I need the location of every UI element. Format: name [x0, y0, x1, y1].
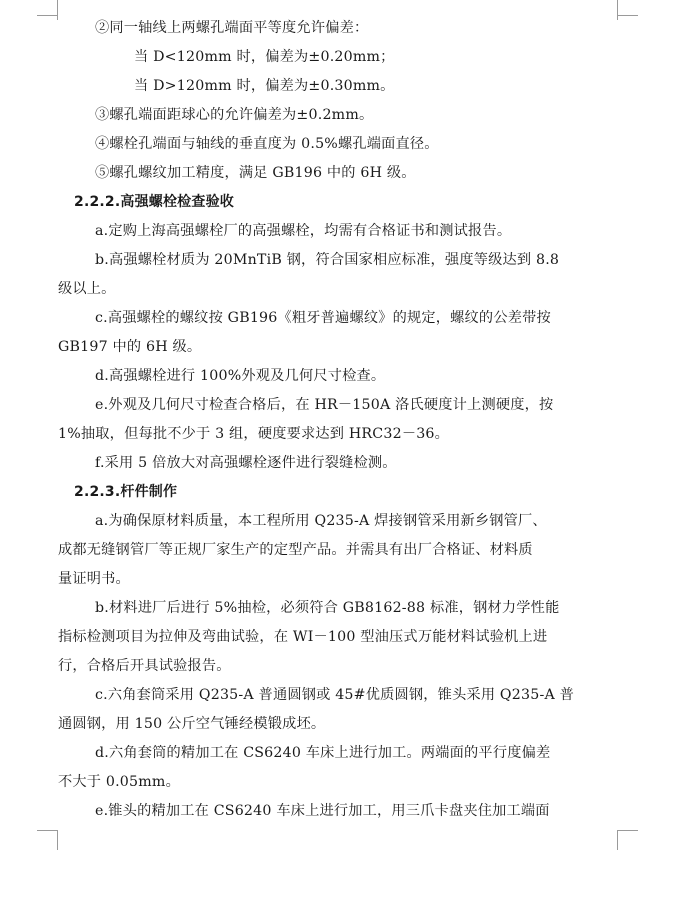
paragraph-d-line-1: d.高强螺栓进行 100%外观及几何尺寸检查。	[95, 368, 386, 384]
paragraph-3b-line-2: 指标检测项目为拉伸及弯曲试验，在 WI－100 型油压式万能材料试验机上进	[58, 629, 548, 645]
paragraph-b-line-2: 级以上。	[58, 281, 116, 297]
paragraph-3b-line-1: b.材料进厂后进行 5%抽检，必须符合 GB8162-88 标准，钢材力学性能	[95, 600, 560, 616]
paragraph-3c-line-1: c.六角套筒采用 Q235-A 普通圆钢或 45#优质圆钢，锥头采用 Q235-A 普	[95, 687, 574, 703]
item-3-text: ③螺孔端面距球心的允许偏差为±0.2mm。	[95, 107, 374, 123]
paragraph-c-line-1: c.高强螺栓的螺纹按 GB196《粗牙普遍螺纹》的规定，螺纹的公差带按	[95, 310, 551, 326]
crop-mark-bottom-right-horizontal	[618, 830, 638, 831]
paragraph-3d-line-1: d.六角套筒的精加工在 CS6240 车床上进行加工。两端面的平行度偏差	[95, 745, 551, 761]
crop-mark-bottom-right-vertical	[617, 830, 618, 850]
item-4-text: ④螺栓孔端面与轴线的垂直度为 0.5%螺孔端面直径。	[95, 136, 439, 152]
crop-mark-top-left-horizontal	[37, 15, 57, 16]
item-5-text: ⑤螺孔螺纹加工精度，满足 GB196 中的 6H 级。	[95, 165, 416, 181]
paragraph-c-line-2: GB197 中的 6H 级。	[58, 339, 202, 355]
paragraph-3a-line-3: 量证明书。	[58, 571, 130, 587]
section-heading-2-2-2: 2.2.2.高强螺栓检查验收	[74, 194, 234, 210]
paragraph-3c-line-2: 通圆钢，用 150 公斤空气锤经模锻成坯。	[58, 716, 326, 732]
item-2-sub-1: 当 D<120mm 时，偏差为±0.20mm；	[134, 49, 395, 65]
paragraph-3a-line-2: 成都无缝钢管厂等正规厂家生产的定型产品。并需具有出厂合格证、材料质	[58, 542, 533, 558]
item-2-text: ②同一轴线上两螺孔端面平等度允许偏差：	[95, 20, 369, 36]
paragraph-b-line-1: b.高强螺栓材质为 20MnTiB 钢，符合国家相应标准，强度等级达到 8.8	[95, 252, 560, 268]
paragraph-3a-line-1: a.为确保原材料质量，本工程所用 Q235-A 焊接钢管采用新乡钢管厂、	[95, 513, 547, 529]
paragraph-3b-line-3: 行，合格后开具试验报告。	[58, 658, 231, 674]
paragraph-e-line-1: e.外观及几何尺寸检查合格后，在 HR－150A 洛氏硬度计上测硬度，按	[95, 397, 554, 413]
crop-mark-top-right-horizontal	[618, 15, 638, 16]
document-body	[58, 14, 618, 826]
paragraph-f-line-1: f.采用 5 倍放大对高强螺栓逐件进行裂缝检测。	[95, 455, 397, 471]
paragraph-e-line-2: 1%抽取，但每批不少于 3 组，硬度要求达到 HRC32－36。	[58, 426, 450, 442]
crop-mark-bottom-left-vertical	[57, 830, 58, 850]
crop-mark-bottom-left-horizontal	[37, 830, 57, 831]
item-2-sub-2: 当 D>120mm 时，偏差为±0.30mm。	[134, 78, 395, 94]
paragraph-3d-line-2: 不大于 0.05mm。	[58, 774, 180, 790]
section-heading-2-2-3: 2.2.3.杆件制作	[74, 484, 178, 500]
paragraph-3e-line-1: e.锥头的精加工在 CS6240 车床上进行加工，用三爪卡盘夹住加工端面	[95, 803, 550, 819]
paragraph-a-line-1: a.定购上海高强螺栓厂的高强螺栓，均需有合格证书和测试报告。	[95, 223, 512, 239]
